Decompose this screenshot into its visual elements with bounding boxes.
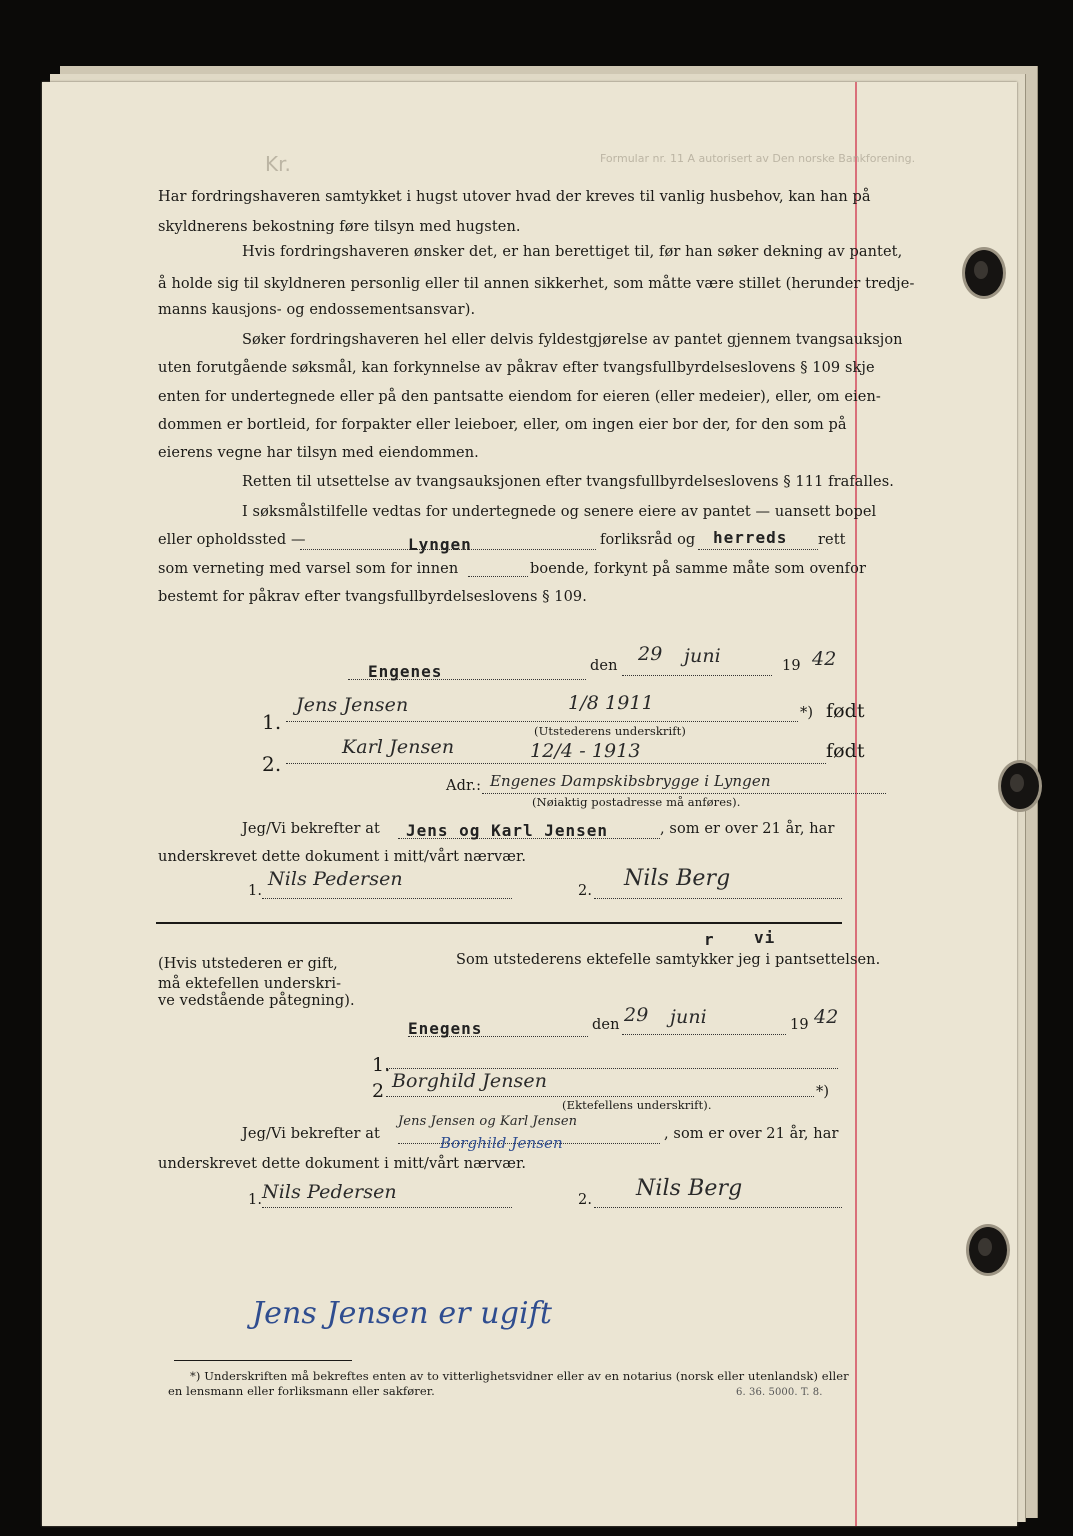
reverse-number-bleed: Kr. — [265, 152, 291, 176]
para1-line2: skyldnerens bekostning føre tilsyn med hugsten. — [158, 219, 521, 235]
dotted-line — [482, 793, 886, 794]
para1-line1: Har fordringshaveren samtykket i hugst utover hvad der kreves til vanlig husbehov, kan han på — [158, 189, 871, 205]
punch-hole-icon — [998, 760, 1042, 812]
signer2-birthdate: 12/4 - 1913 — [530, 740, 641, 762]
dotted-line — [468, 576, 528, 577]
spouse-consent-text: Som utstederens ektefelle samtykker jeg i pantsettelsen. — [456, 952, 881, 968]
spouse-signature-label: (Ektefellens underskrift). — [562, 1098, 712, 1112]
spouse-number2: 2 — [372, 1080, 385, 1102]
spouse-date-den-label: den — [592, 1017, 620, 1033]
punch-hole-icon — [966, 1224, 1010, 1276]
witness1-line1b: , som er over 21 år, har — [660, 821, 835, 837]
signer1-number: 1. — [262, 710, 282, 734]
witness2-signature1: Nils Pedersen — [262, 1181, 397, 1203]
signer2-number: 2. — [262, 752, 282, 776]
para3-line2: uten forutgående søksmål, kan forkynnelse av påkrav efter tvangsfullbyrdelseslovens § 109 skje — [158, 360, 875, 376]
witness1-line1a: Jeg/Vi bekrefter at — [242, 821, 380, 837]
dotted-line — [386, 1096, 814, 1097]
para3-line5: eierens vegne har tilsyn med eiendommen. — [158, 445, 479, 461]
spouse-signing-place: Enegens — [408, 1019, 483, 1038]
spouse-note-line3: ve vedstående påtegning). — [158, 993, 355, 1009]
issuer-signature-label: (Utstederens underskrift) — [534, 724, 686, 738]
para3-line1: Søker fordringshaveren hel eller delvis fyldestgjørelse av pantet gjennem tvangsauksjon — [242, 332, 903, 348]
witness1-line2: underskrevet dette dokument i mitt/vårt nærvær. — [158, 849, 527, 865]
para2-line3: manns kausjons- og endossementsansvar). — [158, 302, 476, 318]
para5-line2c: rett — [818, 532, 846, 548]
para5-line3a: som verneting med varsel som for innen — [158, 561, 459, 577]
venue-court-type: herreds — [713, 528, 788, 547]
footnote-line2: en lensmann eller forliksmann eller sakfører. — [168, 1384, 435, 1398]
signer1-footnote-mark: *) — [800, 705, 814, 721]
venue-place: Lyngen — [408, 535, 472, 554]
witness1-names: Jens og Karl Jensen — [406, 821, 609, 840]
fodt-label-1: født — [826, 700, 865, 722]
dotted-line — [286, 763, 826, 764]
dotted-line — [262, 898, 512, 899]
signer1-signature: Jens Jensen — [296, 694, 409, 716]
signer2-signature: Karl Jensen — [342, 736, 455, 758]
dotted-line — [386, 1068, 838, 1069]
inserted-vi: vi — [754, 928, 776, 947]
para5-line1: I søksmålstilfelle vedtas for undertegnede og senere eiere av pantet — uansett bopel — [242, 504, 877, 520]
para3-line3: enten for undertegnede eller på den pantsatte eiendom for eieren (eller medeier), eller, om eien- — [158, 389, 881, 405]
year-prefix: 19 — [782, 658, 801, 674]
signing-month: juni — [684, 645, 721, 667]
inserted-r: r — [704, 930, 715, 949]
witness2-line1a: Jeg/Vi bekrefter at — [242, 1126, 380, 1142]
para5-line2b: forliksråd og — [600, 532, 696, 548]
signing-place: Engenes — [368, 662, 443, 681]
witness2-number1: 1. — [248, 1192, 263, 1208]
address-value: Engenes Dampskibsbrygge i Lyngen — [490, 772, 771, 790]
dotted-line — [698, 549, 818, 550]
reverse-header-bleed: Formular nr. 11 A autorisert av Den norske Bankforening. — [600, 152, 916, 165]
para2-line1: Hvis fordringshaveren ønsker det, er han berettiget til, før han søker dekning av pantet, — [242, 244, 903, 260]
witness2-line2: underskrevet dette dokument i mitt/vårt nærvær. — [158, 1156, 527, 1172]
footnote-rule — [174, 1360, 352, 1361]
year-suffix: 42 — [812, 648, 837, 670]
witness1-signature2: Nils Berg — [624, 866, 731, 891]
para5-line3b: boende, forkynt på samme måte som ovenfor — [530, 561, 867, 577]
witness2-number2: 2. — [578, 1192, 593, 1208]
margin-red-line — [855, 82, 857, 1526]
spouse-footnote-mark: *) — [816, 1084, 830, 1100]
dotted-line — [622, 675, 772, 676]
spouse-signing-day: 29 — [624, 1004, 649, 1026]
witness1-number2: 2. — [578, 883, 593, 899]
dotted-line — [286, 721, 798, 722]
spouse-year-suffix: 42 — [814, 1006, 839, 1028]
address-label: Adr.: — [446, 778, 482, 794]
witness2-names-added: Borghild Jensen — [440, 1134, 563, 1152]
para2-line2: å holde sig til skyldneren personlig eller til annen sikkerhet, som måtte være stillet (herunder tredje- — [158, 276, 915, 292]
witness2-signature2: Nils Berg — [636, 1176, 743, 1201]
witness1-number1: 1. — [248, 883, 263, 899]
spouse-signing-month: juni — [670, 1006, 707, 1028]
dotted-line — [622, 1034, 786, 1035]
spouse-year-prefix: 19 — [790, 1017, 809, 1033]
punch-hole-icon — [962, 247, 1006, 299]
marital-status-note: Jens Jensen er ugift — [252, 1296, 553, 1331]
para3-line4: dommen er bortleid, for forpakter eller leieboer, eller, om ingen eier bor der, for den som på — [158, 417, 847, 433]
spouse-note-line1: (Hvis utstederen er gift, — [158, 956, 338, 972]
dotted-line — [594, 898, 842, 899]
para5-line4: bestemt for påkrav efter tvangsfullbyrdelseslovens § 109. — [158, 589, 587, 605]
witness2-line1b: , som er over 21 år, har — [664, 1126, 839, 1142]
footnote-line1: *) Underskriften må bekreftes enten av to vitterlighetsvidner eller av en notarius (norsk eller utenlandsk) eller — [190, 1369, 849, 1383]
signer1-birthdate: 1/8 1911 — [568, 692, 654, 714]
section-divider — [156, 922, 842, 924]
fodt-label-2: født — [826, 740, 865, 762]
address-note: (Nøiaktig postadresse må anføres). — [532, 795, 741, 809]
spouse-number1: 1. — [372, 1054, 391, 1076]
witness2-names: Jens Jensen og Karl Jensen — [398, 1114, 578, 1129]
para5-line2a: eller opholdssted — — [158, 532, 306, 548]
para4-line1: Retten til utsettelse av tvangsauksjonen efter tvangsfullbyrdelseslovens § 111 frafalles. — [242, 474, 894, 490]
date-den-label: den — [590, 658, 618, 674]
form-print-code: 6. 36. 5000. T. 8. — [736, 1387, 823, 1398]
dotted-line — [594, 1207, 842, 1208]
dotted-line — [262, 1207, 512, 1208]
signing-day: 29 — [638, 643, 663, 665]
witness1-signature1: Nils Pedersen — [268, 868, 403, 890]
spouse-note-line2: må ektefellen underskri- — [158, 976, 342, 992]
spouse-signature: Borghild Jensen — [392, 1070, 548, 1092]
